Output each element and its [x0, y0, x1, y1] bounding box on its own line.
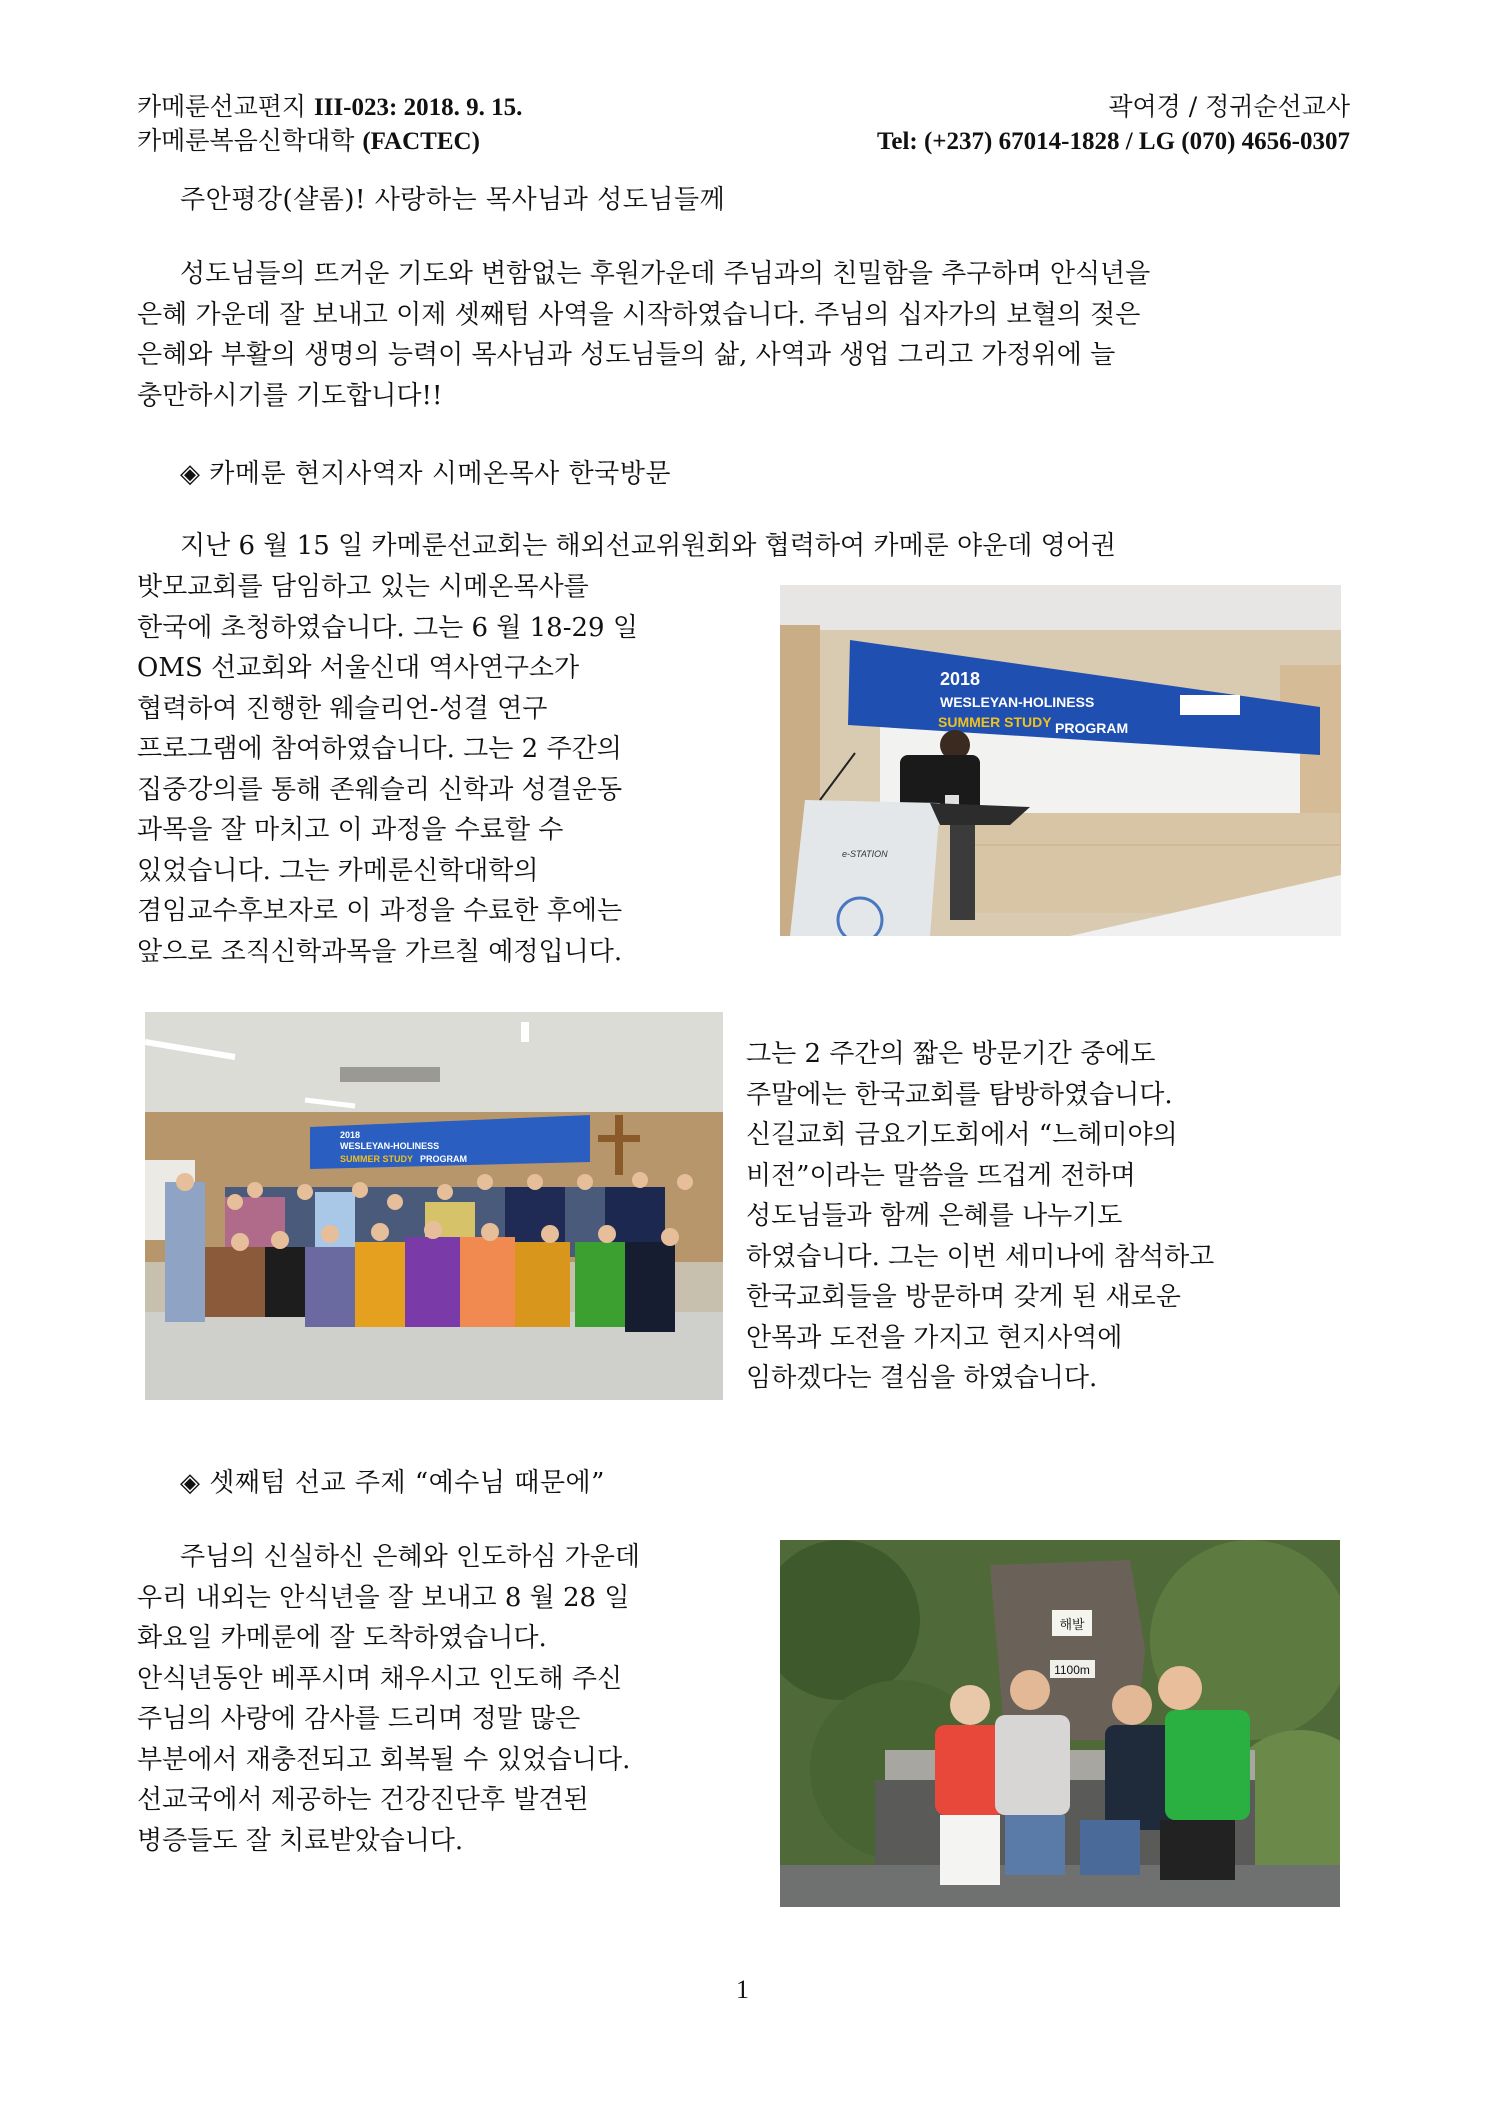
photo-speaker-podium: [780, 585, 1341, 936]
svg-text:2018: 2018: [940, 669, 981, 689]
section2-line: 선교국에서 제공하는 건강진단후 발견된: [137, 1785, 589, 1815]
header-right-line2: [877, 124, 1350, 159]
section2-line: 안식년동안 베푸시며 채우시고 인도해 주신: [137, 1663, 623, 1694]
section1-line: 지난 6 월 15 일 카메룬선교회는 해외선교위원회와 협력하여 카메룬 야운데 영어권: [180, 531, 1116, 561]
header-left-line1: [137, 90, 522, 125]
section2-line: 주님의 사랑에 감사를 드리며 정말 많은: [137, 1704, 581, 1734]
section1-left-column: [137, 567, 638, 972]
svg-text:2018: 2018: [340, 1130, 361, 1140]
svg-text:SUMMER STUDY: SUMMER STUDY: [938, 714, 1052, 730]
section1-line: 있었습니다. 그는 카메룬신학대학의: [137, 855, 539, 886]
section1-right-column: [746, 1034, 1214, 1399]
section1-line: 한국교회들을 방문하며 갖게 된 새로운: [746, 1282, 1181, 1312]
svg-text:SUMMER STUDY: SUMMER STUDY: [340, 1154, 414, 1164]
page-number: 1: [736, 1975, 749, 2004]
greeting: 주안평강(샬롬)! 사랑하는 목사님과 성도님들께: [180, 185, 726, 215]
svg-text:해발: 해발: [1059, 1618, 1085, 1633]
photo-group: [145, 1012, 723, 1400]
section2-paragraph: [137, 1537, 640, 1861]
section1-heading: [180, 454, 671, 494]
section1-first-line: [180, 526, 1116, 567]
section1-line: 겸임교수후보자로 이 과정을 수료한 후에는: [137, 896, 623, 926]
svg-text:PROGRAM: PROGRAM: [1055, 720, 1129, 736]
svg-text:WESLEYAN-HOLINESS: WESLEYAN-HOLINESS: [940, 694, 1095, 710]
header-right-line1: 곽여경 / 정귀순선교사: [1108, 92, 1350, 121]
intro-paragraph: [137, 254, 1150, 416]
svg-text:WESLEYAN-HOLINESS: WESLEYAN-HOLINESS: [340, 1141, 440, 1151]
section1-line: 안목과 도전을 가지고 현지사역에: [746, 1322, 1123, 1353]
section2-line: 병증들도 잘 치료받았습니다.: [137, 1825, 464, 1856]
intro-line: 충만하시기를 기도합니다!!: [137, 380, 443, 411]
diamond-bullet-icon: ◈: [180, 459, 201, 489]
section1-line: 비전”이라는 말씀을 뜨겁게 전하며: [746, 1160, 1136, 1191]
section1-line: 성도님들과 함께 은혜를 나누기도: [746, 1201, 1123, 1231]
section2-line: 부분에서 재충전되고 회복될 수 있었습니다.: [137, 1744, 631, 1775]
institution-name: 카메룬복음신학대학: [137, 126, 363, 155]
photo-altitude-marker: [780, 1540, 1340, 1907]
diamond-bullet-icon: ◈: [180, 1468, 201, 1498]
section1-line: 한국에 초청하였습니다. 그는 6 월 18-29 일: [137, 612, 638, 643]
intro-line: 성도님들의 뜨거운 기도와 변함없는 후원가운데 주님과의 친밀함을 추구하며 안식년을: [180, 259, 1151, 289]
section2-line: 화요일 카메룬에 잘 도착하였습니다.: [137, 1623, 547, 1653]
section1-line: 앞으로 조직신학과목을 가르칠 예정입니다.: [137, 936, 623, 967]
header-left-line2: [137, 124, 480, 159]
letter-title: 카메룬선교편지: [137, 92, 314, 121]
svg-text:1100m: 1100m: [1054, 1663, 1090, 1677]
section2-line: 주님의 신실하신 은혜와 인도하심 가운데: [180, 1542, 641, 1572]
section1-line: 임하겠다는 결심을 하였습니다.: [746, 1363, 1098, 1393]
institution-abbr: (FACTEC): [362, 128, 480, 155]
section1-line: 신길교회 금요기도회에서 “느헤미야의: [746, 1120, 1178, 1150]
section1-line: 협력하여 진행한 웨슬리언-성결 연구: [137, 693, 548, 724]
section1-line: 집중강의를 통해 존웨슬리 신학과 성결운동: [137, 774, 623, 805]
section2-line: 우리 내외는 안식년을 잘 보내고 8 월 28 일: [137, 1582, 630, 1613]
section2-heading: [180, 1463, 605, 1503]
section2-title: 셋째텀 선교 주제 “예수님 때문에”: [209, 1468, 605, 1498]
contact-phone: Tel: (+237) 67014-1828 / LG (070) 4656-0307: [876, 128, 1350, 155]
letter-number-date: III-023: 2018. 9. 15.: [314, 94, 523, 121]
section1-line: 밧모교회를 담임하고 있는 시메온목사를: [137, 572, 589, 602]
svg-text:PROGRAM: PROGRAM: [420, 1154, 467, 1164]
intro-line: 은혜와 부활의 생명의 능력이 목사님과 성도님들의 삶, 사역과 생업 그리고 가정위에 늘: [137, 340, 1116, 370]
intro-line: 은혜 가운데 잘 보내고 이제 셋째텀 사역을 시작하였습니다. 주님의 십자가의 보혈의 젖은: [137, 299, 1141, 330]
section1-line: 프로그램에 참여하였습니다. 그는 2 주간의: [137, 734, 622, 764]
section1-line: OMS 선교회와 서울신대 역사연구소가: [137, 653, 580, 683]
section1-title: 카메룬 현지사역자 시메온목사 한국방문: [209, 459, 672, 489]
section1-line: 그는 2 주간의 짧은 방문기간 중에도: [746, 1039, 1156, 1069]
section1-line: 과목을 잘 마치고 이 과정을 수료할 수: [137, 815, 564, 845]
section1-line: 하였습니다. 그는 이번 세미나에 참석하고: [746, 1241, 1215, 1272]
section1-line: 주말에는 한국교회를 탐방하였습니다.: [746, 1079, 1173, 1110]
svg-text:e-STATION: e-STATION: [842, 849, 888, 859]
